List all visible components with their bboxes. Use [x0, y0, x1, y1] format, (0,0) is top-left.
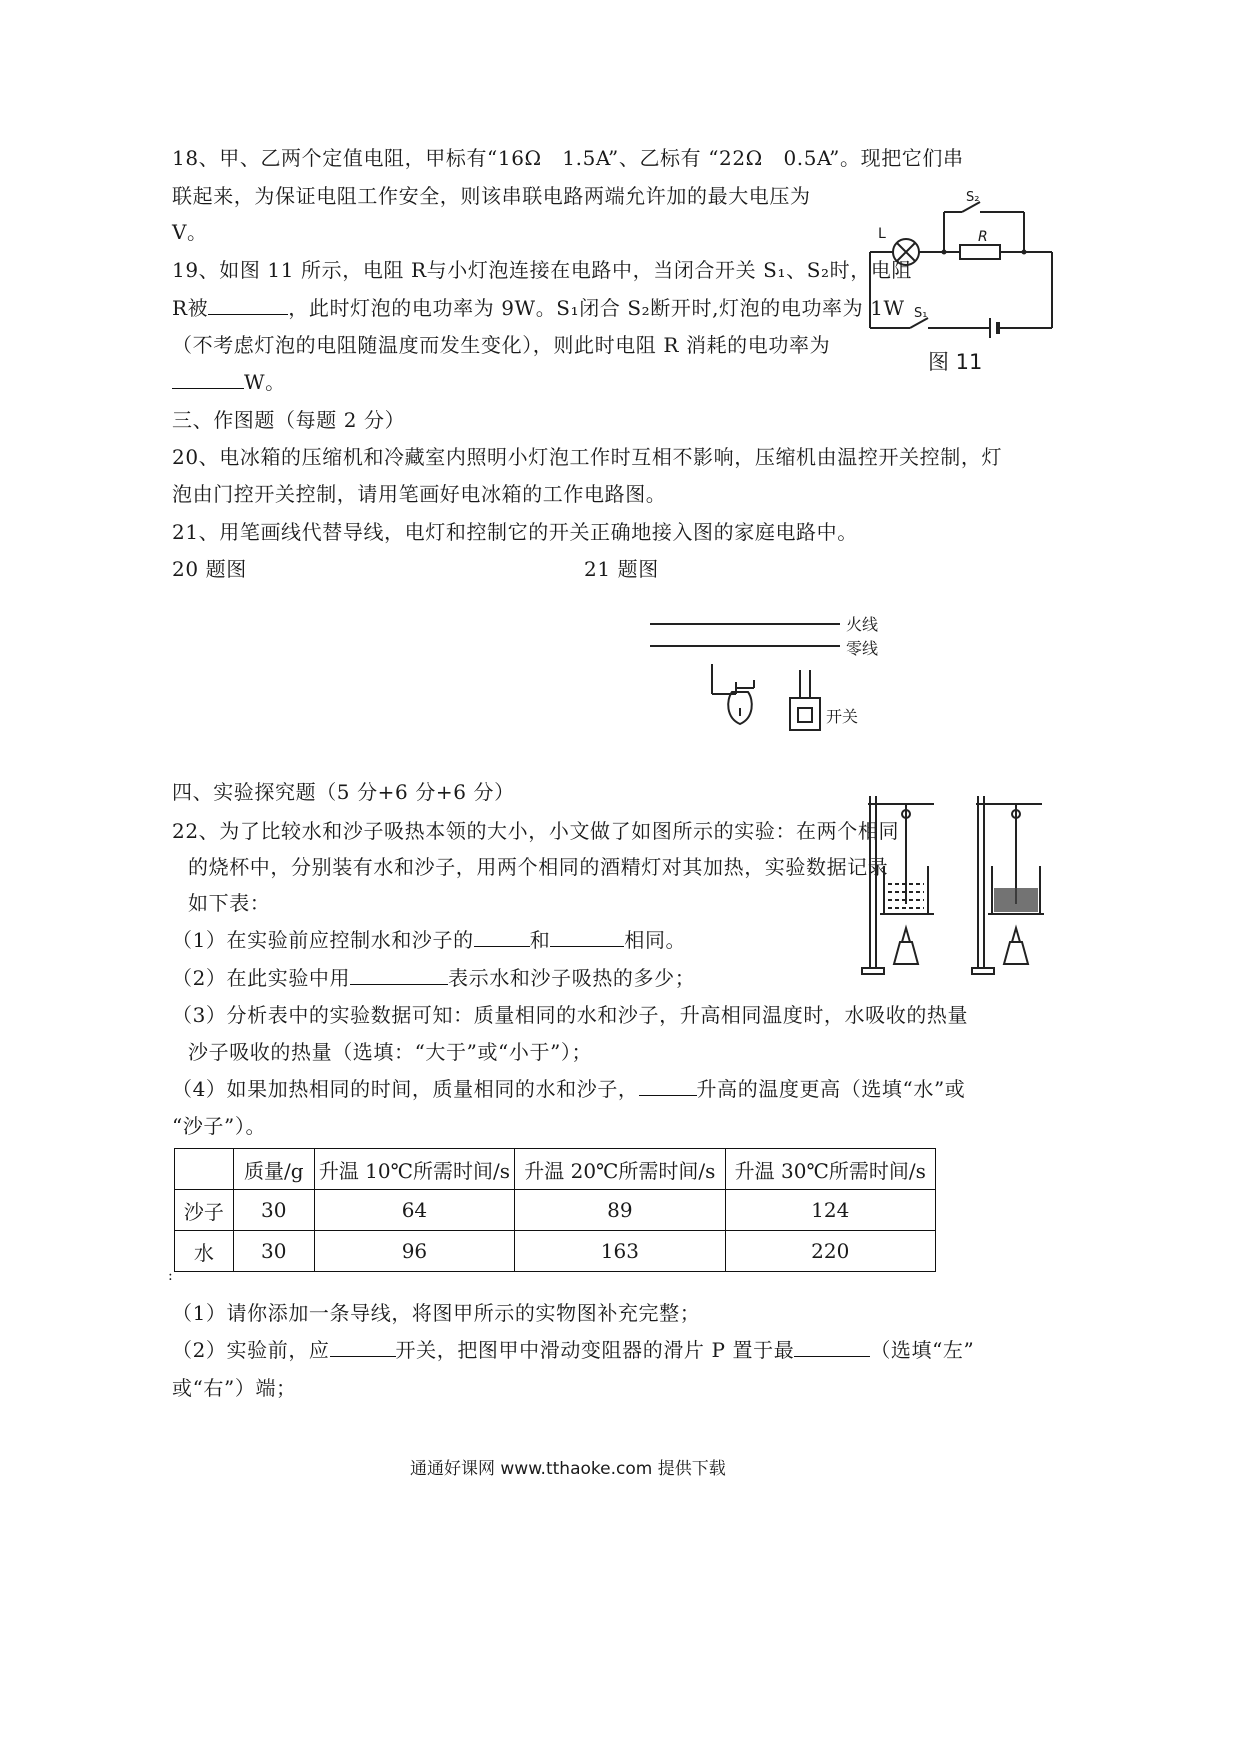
q22-part2-b: 表示水和沙子吸热的多少； [448, 966, 696, 990]
table-cell: 沙子 [175, 1190, 234, 1231]
q22-part1 [172, 926, 686, 954]
q22-part2 [172, 964, 695, 992]
q21-line1: 21、用笔画线代替导线，电灯和控制它的开关正确地接入图的家庭电路中。 [172, 520, 858, 544]
q22-part4-line2: “沙子”）。 [172, 1114, 267, 1138]
after-part2-b: 开关，把图甲中滑动变阻器的滑片 P 置于最 [395, 1338, 795, 1362]
table-header-cell: 质量/g [233, 1149, 314, 1190]
q18-line1: 18、甲、乙两个定值电阻，甲标有“16Ω 1.5A”、乙标有 “22Ω 0.5A”。现把它们串 [172, 146, 964, 170]
section3-heading: 三、作图题（每题 2 分） [172, 408, 406, 432]
fig11-label-s1: S₁ [914, 306, 928, 321]
q19-line4-end: W。 [244, 370, 286, 394]
q19-line1: 19、如图 11 所示，电阻 R与小灯泡连接在电路中，当闭合开关 S₁、S₂时，电阻 [172, 258, 913, 282]
q22-blank-2[interactable] [550, 926, 624, 947]
fig11-label-resistor: R [978, 229, 988, 245]
q22-line1: 22、为了比较水和沙子吸热本领的大小，小文做了如图所示的实验：在两个相同 [172, 819, 900, 843]
q22-line2: 的烧杯中，分别装有水和沙子，用两个相同的酒精灯对其加热，实验数据记录 [188, 855, 889, 879]
q20-line2: 泡由门控开关控制，请用笔画好电冰箱的工作电路图。 [172, 482, 667, 506]
q22-part1-c: 相同。 [624, 928, 687, 952]
q19-line4 [172, 368, 286, 396]
switch-label: 开关 [826, 707, 859, 726]
neutral-wire-label: 零线 [846, 639, 879, 658]
fig11-label-lamp: L [878, 226, 886, 242]
fig21-label: 21 题图 [584, 557, 659, 581]
table-row [175, 1190, 936, 1231]
after-blank-1[interactable] [330, 1336, 396, 1357]
after-part2-line2: 或“右”）端； [172, 1376, 297, 1400]
q20-line1: 20、电冰箱的压缩机和冷藏室内照明小灯泡工作时互相不影响，压缩机由温控开关控制，灯 [172, 445, 1003, 469]
table-cell: 220 [725, 1231, 935, 1272]
q22-line3: 如下表： [188, 891, 271, 915]
heating-apparatus-figure [858, 792, 1058, 978]
after-part1: （1）请你添加一条导线，将图甲所示的实物图补充完整； [172, 1301, 701, 1325]
q19-blank-2[interactable] [172, 368, 244, 389]
table-cell: 124 [725, 1190, 935, 1231]
fig11-label-s2: S₂ [966, 190, 980, 205]
table-row [175, 1231, 936, 1272]
fig11-caption: 图 11 [928, 350, 983, 374]
data-table [174, 1148, 936, 1272]
q19-line2 [172, 294, 905, 322]
q22-blank-4[interactable] [639, 1075, 697, 1096]
q22-part4 [172, 1075, 965, 1103]
q18-line2: 联起来，为保证电阻工作安全，则该串联电路两端允许加的最大电压为 [172, 184, 811, 208]
table-cell: 64 [314, 1190, 514, 1231]
table-header-cell [175, 1149, 234, 1190]
table-header-row [175, 1149, 936, 1190]
stray-colon: : [168, 1268, 174, 1284]
q19-line2-end: ，此时灯泡的电功率为 9W。S₁闭合 S₂断开时,灯泡的电功率为 1W [288, 296, 905, 320]
table-header-cell: 升温 20℃所需时间/s [515, 1149, 725, 1190]
after-part2 [172, 1336, 974, 1364]
q19-blank-1[interactable] [208, 294, 288, 315]
q19-line2-start: R被 [172, 296, 209, 320]
table-header-cell: 升温 30℃所需时间/s [725, 1149, 935, 1190]
fig20-label: 20 题图 [172, 557, 247, 581]
table-cell: 30 [233, 1231, 314, 1272]
after-part2-a: （2）实验前，应 [172, 1338, 330, 1362]
q22-part4-a: （4）如果加热相同的时间，质量相同的水和沙子， [172, 1077, 639, 1101]
table-cell: 水 [175, 1231, 234, 1272]
table-cell: 89 [515, 1190, 725, 1231]
q22-part3-line1: （3）分析表中的实验数据可知：质量相同的水和沙子，升高相同温度时，水吸收的热量 [172, 1003, 969, 1027]
after-blank-2[interactable] [794, 1336, 870, 1357]
live-wire-label: 火线 [846, 615, 879, 634]
table-header-cell: 升温 10℃所需时间/s [314, 1149, 514, 1190]
after-part2-c: （选填“左” [870, 1338, 975, 1362]
table-cell: 96 [314, 1231, 514, 1272]
section4-heading: 四、实验探究题（5 分+6 分+6 分） [172, 780, 515, 804]
q22-blank-1[interactable] [474, 926, 530, 947]
figure-21-household-circuit [640, 612, 850, 742]
q19-line3: （不考虑灯泡的电阻随温度而发生变化），则此时电阻 R 消耗的电功率为 [172, 333, 831, 357]
q22-part1-a: （1）在实验前应控制水和沙子的 [172, 928, 474, 952]
q22-part2-a: （2）在此实验中用 [172, 966, 351, 990]
q22-part4-b: 升高的温度更高（选填“水”或 [696, 1077, 966, 1101]
table-cell: 30 [233, 1190, 314, 1231]
q22-blank-3[interactable] [350, 964, 448, 985]
page-footer: 通通好课网 www.tthaoke.com 提供下载 [410, 1459, 726, 1479]
table-cell: 163 [515, 1231, 725, 1272]
q22-part3-line2: 沙子吸收的热量（选填：“大于”或“小于”）； [188, 1040, 593, 1064]
q18-line3: V。 [172, 220, 208, 244]
q22-part1-b: 和 [529, 928, 551, 952]
